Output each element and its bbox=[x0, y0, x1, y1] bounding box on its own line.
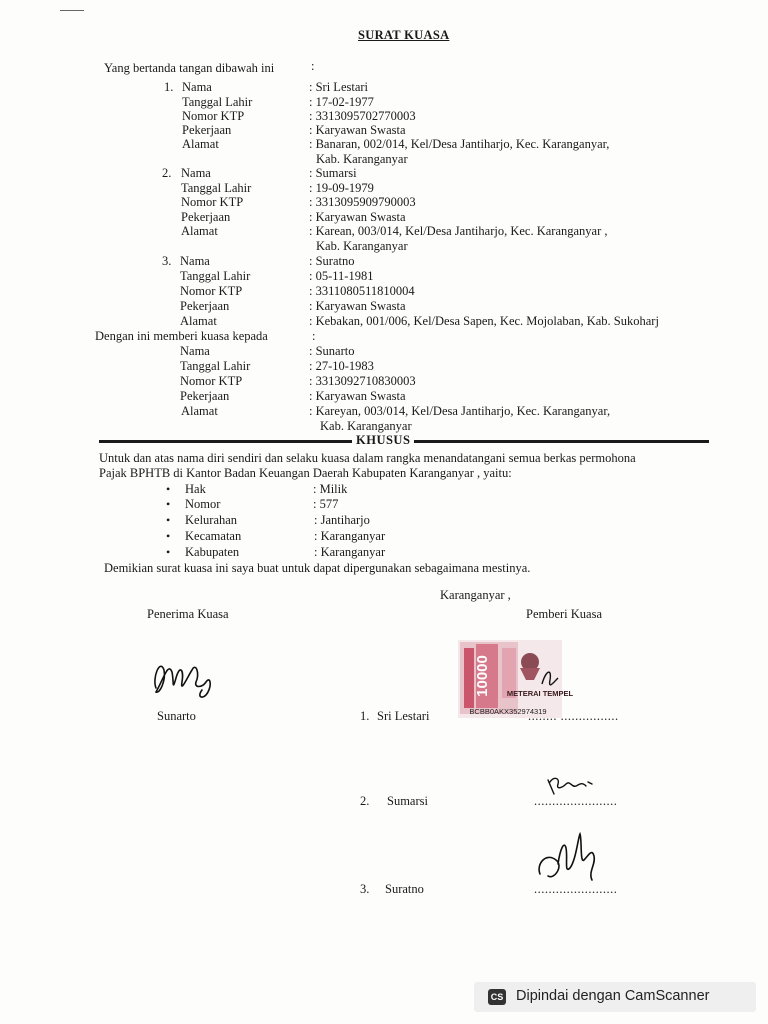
document-title: SURAT KUASA bbox=[358, 28, 450, 42]
grantor-1-address-cont: Kab. Karanganyar bbox=[316, 152, 408, 166]
signer-2-number: 2. bbox=[360, 794, 370, 808]
purpose-line-2: Pajak BPHTB di Kantor Badan Keuangan Daerah Kabupaten Karanganyar , yaitu: bbox=[99, 466, 512, 480]
bullet-dot: • bbox=[166, 513, 171, 527]
grantor-2-address-cont: Kab. Karanganyar bbox=[316, 239, 408, 253]
grantor-2-number: 2. bbox=[162, 166, 172, 180]
signer-1-name: Sri Lestari bbox=[377, 709, 430, 723]
grant-intro-colon: : bbox=[312, 329, 316, 343]
grantor-2-job-label: Pekerjaan bbox=[181, 210, 231, 224]
scanner-watermark-text: Dipindai dengan CamScanner bbox=[516, 988, 710, 1004]
stamp-serial: BCBB0AKX352974319 bbox=[469, 707, 547, 716]
grantor-1-address-value: : Banaran, 002/014, Kel/Desa Jantiharjo, Kec. Karanganyar, bbox=[309, 137, 610, 151]
property-kelurahan-value: : Jantiharjo bbox=[314, 513, 370, 527]
grantor-2-address-label: Alamat bbox=[181, 224, 218, 238]
grantor-3-ktp-label: Nomor KTP bbox=[180, 284, 243, 298]
scan-mark bbox=[60, 10, 84, 11]
signer-1-number: 1. bbox=[360, 709, 370, 723]
grantee-dob-value: : 27-10-1983 bbox=[309, 359, 374, 373]
giver-label: Pemberi Kuasa bbox=[526, 607, 603, 621]
grantor-3-job-label: Pekerjaan bbox=[180, 299, 230, 313]
grantor-2-address-value: : Karean, 003/014, Kel/Desa Jantiharjo, Kec. Karanganyar , bbox=[309, 224, 608, 238]
grantee-address-cont: Kab. Karanganyar bbox=[320, 419, 412, 433]
grantor-3-address-label: Alamat bbox=[180, 314, 217, 328]
property-nomor-label: Nomor bbox=[185, 497, 221, 511]
grantor-3-ktp-value: : 3311080511810004 bbox=[309, 284, 415, 298]
intro-colon: : bbox=[311, 59, 315, 73]
property-kabupaten-label: Kabupaten bbox=[185, 545, 240, 559]
section-heading: KHUSUS bbox=[352, 433, 414, 448]
bullet-dot: • bbox=[166, 482, 171, 496]
signer-3-name: Suratno bbox=[385, 882, 424, 896]
grantor-1-ktp-label: Nomor KTP bbox=[182, 109, 245, 123]
grantor-2-ktp-value: : 3313095909790003 bbox=[309, 195, 416, 209]
grantor-3-dob-value: : 05-11-1981 bbox=[309, 269, 374, 283]
grantor-3-name-label: Nama bbox=[180, 254, 210, 268]
grantor-3-address-value: : Kebakan, 001/006, Kel/Desa Sapen, Kec. Mojolaban, Kab. Sukoharj bbox=[309, 314, 659, 328]
grantor-3-job-value: : Karyawan Swasta bbox=[309, 299, 406, 313]
grantee-job-value: : Karyawan Swasta bbox=[309, 389, 406, 403]
grantor-2-name-value: : Sumarsi bbox=[309, 166, 357, 180]
grantor-2-dob-label: Tanggal Lahir bbox=[181, 181, 252, 195]
grantee-name-value: : Sunarto bbox=[309, 344, 355, 358]
grantor-2-name-label: Nama bbox=[181, 166, 211, 180]
property-kecamatan-label: Kecamatan bbox=[185, 529, 242, 543]
receiver-signature bbox=[150, 648, 216, 706]
bullet-dot: • bbox=[166, 529, 171, 543]
grantee-address-label: Alamat bbox=[181, 404, 218, 418]
grant-intro: Dengan ini memberi kuasa kepada bbox=[95, 329, 268, 343]
grantor-1-job-label: Pekerjaan bbox=[182, 123, 232, 137]
grantor-1-name-value: : Sri Lestari bbox=[309, 80, 369, 94]
stamp-text: METERAI TEMPEL bbox=[506, 689, 574, 698]
grantee-dob-label: Tanggal Lahir bbox=[180, 359, 251, 373]
grantor-1-number: 1. bbox=[164, 80, 174, 94]
purpose-line-1: Untuk dan atas nama diri sendiri dan selaku kuasa dalam rangka menandatangani semua berkas permohona bbox=[99, 451, 636, 465]
grantee-ktp-value: : 3313092710830003 bbox=[309, 374, 416, 388]
grantee-address-value: : Kareyan, 003/014, Kel/Desa Jantiharjo, Kec. Karanganyar, bbox=[309, 404, 611, 418]
property-hak-label: Hak bbox=[185, 482, 206, 496]
signer-2-signature-line: ....................... bbox=[534, 794, 618, 808]
signer-3-number: 3. bbox=[360, 882, 370, 896]
grantor-3-name-value: : Suratno bbox=[309, 254, 355, 268]
signer-2-name: Sumarsi bbox=[387, 794, 428, 808]
signer-1-signature-line: ........ ................ bbox=[528, 709, 619, 723]
grantor-1-dob-value: : 17-02-1977 bbox=[309, 95, 374, 109]
bullet-dot: • bbox=[166, 545, 171, 559]
scanner-watermark bbox=[474, 982, 756, 1012]
property-kelurahan-label: Kelurahan bbox=[185, 513, 238, 527]
meterai-stamp-icon bbox=[458, 640, 574, 718]
bullet-dot: • bbox=[166, 497, 171, 511]
receiver-label: Penerima Kuasa bbox=[147, 607, 229, 621]
grantee-job-label: Pekerjaan bbox=[180, 389, 230, 403]
property-hak-value: : Milik bbox=[313, 482, 348, 496]
grantee-name-label: Nama bbox=[180, 344, 210, 358]
signer-3-signature-line: ....................... bbox=[534, 882, 618, 896]
grantor-1-ktp-value: : 3313095702770003 bbox=[309, 109, 416, 123]
property-nomor-value: : 577 bbox=[313, 497, 339, 511]
grantor-3-number: 3. bbox=[162, 254, 172, 268]
receiver-name: Sunarto bbox=[157, 709, 196, 723]
grantor-1-job-value: : Karyawan Swasta bbox=[309, 123, 406, 137]
closing-statement: Demikian surat kuasa ini saya buat untuk dapat dipergunakan sebagaimana mestinya. bbox=[104, 561, 531, 575]
grantor-1-address-label: Alamat bbox=[182, 137, 219, 151]
grantor-2-ktp-label: Nomor KTP bbox=[181, 195, 244, 209]
place-date: Karanganyar , bbox=[440, 588, 511, 602]
grantor-2-job-value: : Karyawan Swasta bbox=[309, 210, 406, 224]
grantor-2-dob-value: : 19-09-1979 bbox=[309, 181, 374, 195]
grantee-ktp-label: Nomor KTP bbox=[180, 374, 243, 388]
grantor-1-name-label: Nama bbox=[182, 80, 212, 94]
stamp-value: 10000 bbox=[474, 655, 491, 697]
grantor-1-dob-label: Tanggal Lahir bbox=[182, 95, 253, 109]
property-kabupaten-value: : Karanganyar bbox=[314, 545, 386, 559]
camscanner-logo-icon: CS bbox=[488, 989, 506, 1005]
property-kecamatan-value: : Karanganyar bbox=[314, 529, 386, 543]
intro-text: Yang bertanda tangan dibawah ini bbox=[104, 61, 275, 75]
grantor-3-dob-label: Tanggal Lahir bbox=[180, 269, 251, 283]
